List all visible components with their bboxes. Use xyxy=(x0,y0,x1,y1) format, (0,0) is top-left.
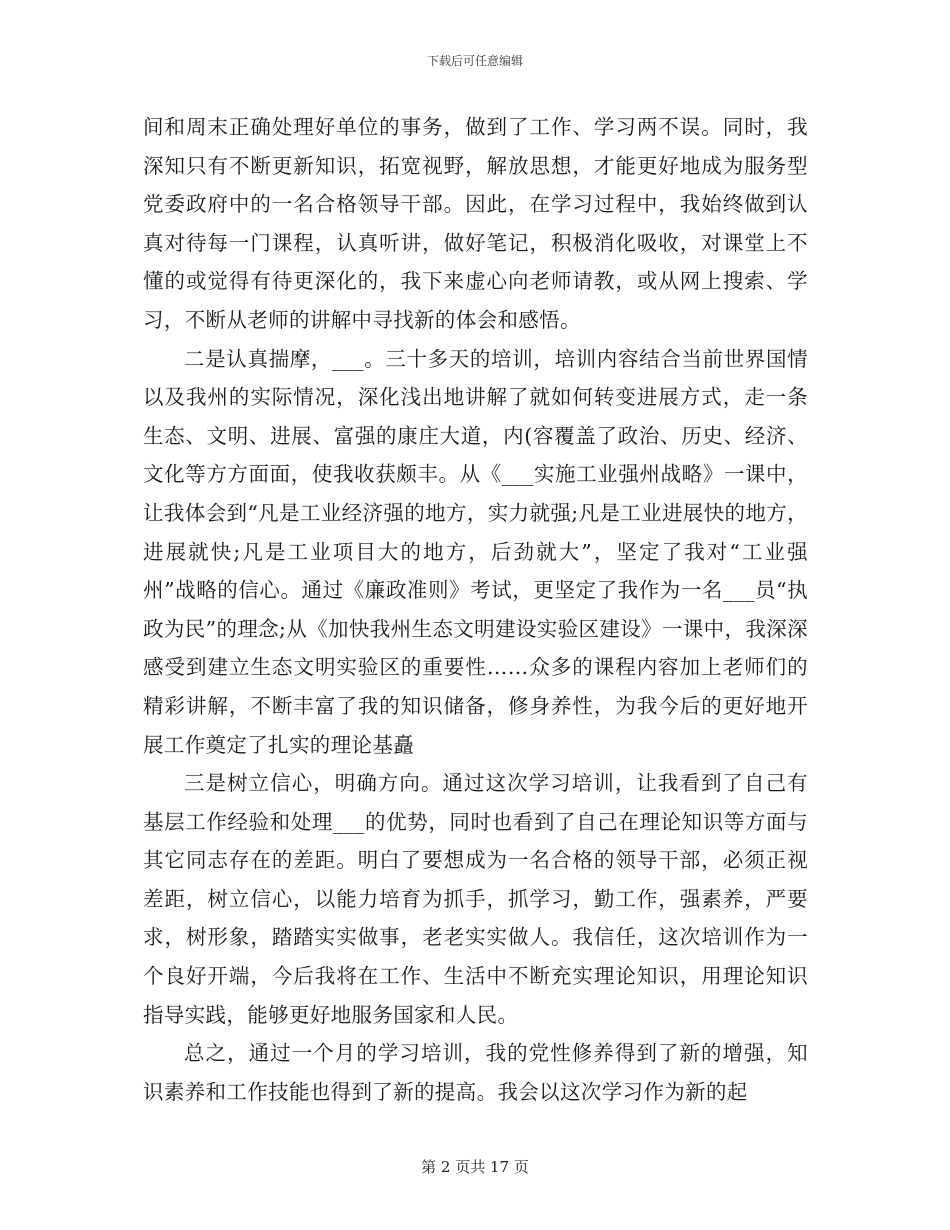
page-number-footer: 第 2 页共 17 页 xyxy=(421,1158,529,1176)
paragraph-summary: 总之，通过一个月的学习培训，我的党性修养得到了新的增强，知识素养和工作技能也得到了新的提高。我会以这次学习作为新的起 xyxy=(143,1041,808,1104)
paragraph-point-two: 二是认真揣摩，___。三十多天的培训，培训内容结合当前世界国情以及我州的实际情况，深化浅出地讲解了就如何转变进展方式，走一条生态、文明、进展、富强的康庄大道，内(容覆盖了政治、历史、经济、文化等方方面面，使我收获颇丰。从《___实施工业强州战略》一课中，让我体会到“凡是工业经济强的地方，实力就强;凡是工业进展快的地方，进展就快;凡是工业项目大的地方，后劲就大”，坚定了我对“工业强州”战略的信心。通过《廉政准则》考试，更坚定了我作为一名___员“执政为民”的理念;从《加快我州生态文明建设实验区建设》一课中，我深深感受到建立生态文明实验区的重要性……众多的课程内容加上老师们的精彩讲解，不断丰富了我的知识储备，修身养性，为我今后的更好地开展工作奠定了扎实的理论基矗 xyxy=(143,346,808,757)
page-header: 下载后可任意编辑 xyxy=(426,54,523,68)
paragraph-continuation: 间和周末正确处理好单位的事务，做到了工作、学习两不误。同时，我深知只有不断更新知识，拓宽视野，解放思想，才能更好地成为服务型党委政府中的一名合格领导干部。因此，在学习过程中，我始终做到认真对待每一门课程，认真听讲，做好笔记，积极消化吸收，对课堂上不懂的或觉得有待更深化的，我下来虚心向老师请教，或从网上搜索、学习，不断从老师的讲解中寻找新的体会和感悟。 xyxy=(143,115,808,332)
paragraph-point-three: 三是树立信心，明确方向。通过这次学习培训，让我看到了自己有基层工作经验和处理___的优势，同时也看到了自己在理论知识等方面与其它同志存在的差距。明白了要想成为一名合格的领导干部，必须正视差距，树立信心，以能力培育为抓手，抓学习，勤工作，强素养，严要求，树形象，踏踏实实做事，老老实实做人。我信任，这次培训作为一个良好开端，今后我将在工作、生活中不断充实理论知识，用理论知识指导实践，能够更好地服务国家和人民。 xyxy=(143,771,808,1027)
document-body xyxy=(143,108,808,1111)
